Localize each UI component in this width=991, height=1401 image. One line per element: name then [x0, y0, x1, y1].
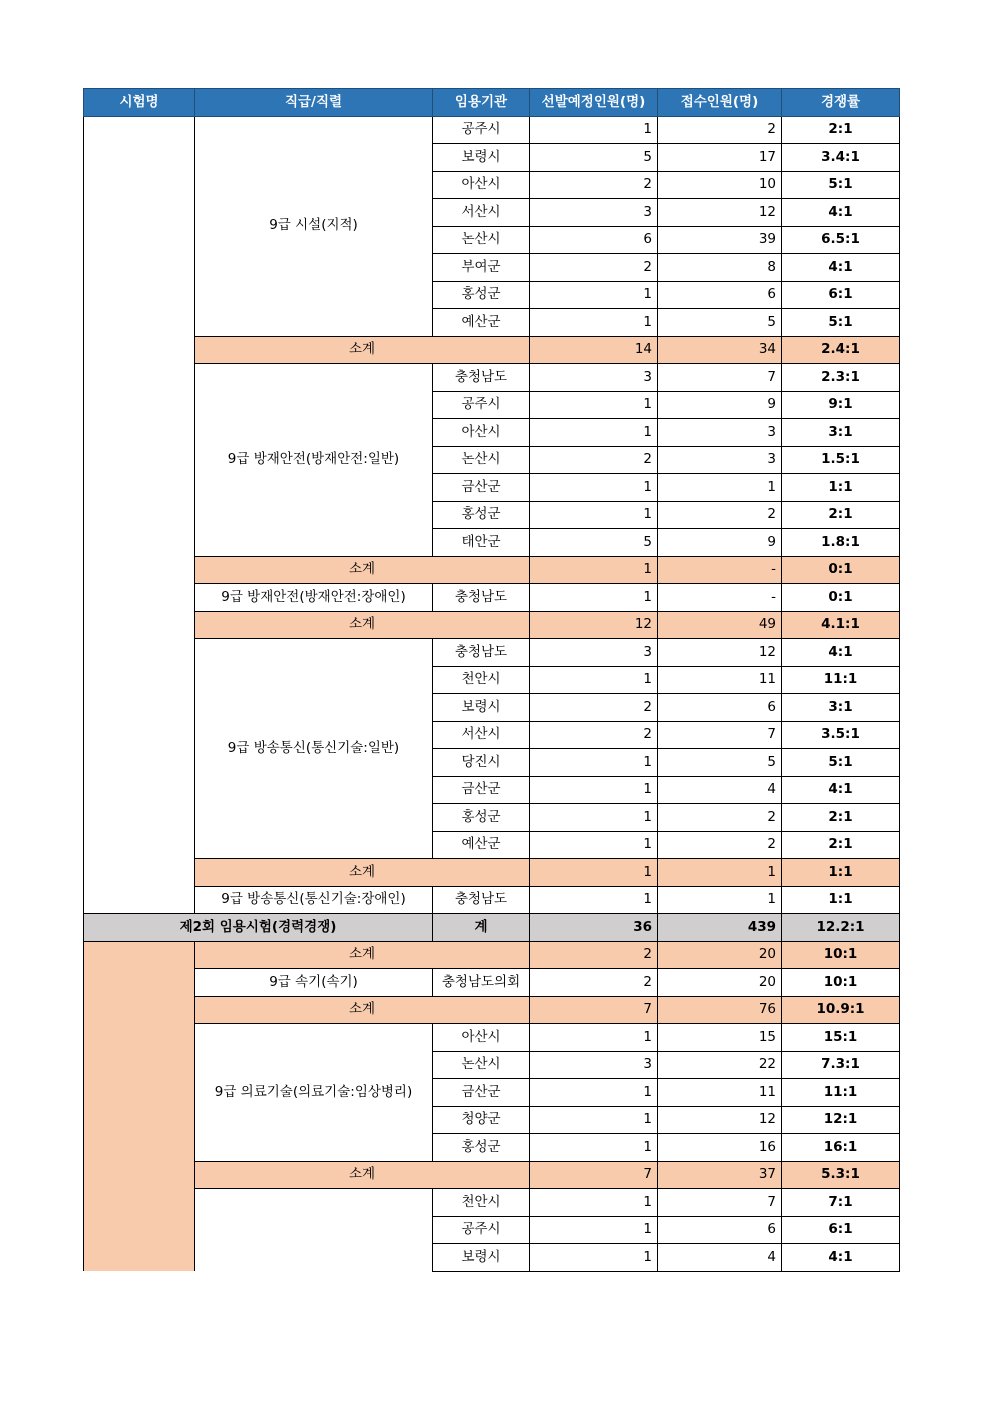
- grand-total-exam: 제2회 임용시험(경력경쟁): [84, 914, 433, 942]
- rate-cell: 5:1: [782, 171, 900, 199]
- exam-name-cell: [84, 941, 195, 1271]
- agency-cell: 부여군: [433, 254, 530, 282]
- agency-cell: 논산시: [433, 1051, 530, 1079]
- planned-cell: 1: [530, 831, 658, 859]
- agency-cell: 보령시: [433, 144, 530, 172]
- rank-cell: 9급 속기(속기): [195, 969, 433, 997]
- subtotal-row: [84, 859, 900, 887]
- applied-cell: 12: [658, 199, 782, 227]
- rank-cell: 9급 의료기술(의료기술:임상병리): [195, 1024, 433, 1162]
- rate-cell: 2:1: [782, 501, 900, 529]
- applied-cell: 1: [658, 859, 782, 887]
- subtotal-label: 소계: [195, 941, 530, 969]
- planned-cell: 14: [530, 336, 658, 364]
- applied-cell: 1: [658, 886, 782, 914]
- planned-cell: 2: [530, 254, 658, 282]
- grand-total-label: 계: [433, 914, 530, 942]
- applied-cell: 7: [658, 721, 782, 749]
- agency-cell: 천안시: [433, 666, 530, 694]
- planned-cell: 1: [530, 859, 658, 887]
- agency-cell: 충청남도: [433, 584, 530, 612]
- applied-cell: 12: [658, 639, 782, 667]
- agency-cell: 충청남도: [433, 639, 530, 667]
- subtotal-label: 소계: [195, 556, 530, 584]
- applied-cell: 6: [658, 1216, 782, 1244]
- subtotal-row: [84, 996, 900, 1024]
- planned-cell: 7: [530, 996, 658, 1024]
- applied-cell: 5: [658, 309, 782, 337]
- agency-cell: 금산군: [433, 776, 530, 804]
- planned-cell: 1: [530, 309, 658, 337]
- rate-cell: 15:1: [782, 1024, 900, 1052]
- subtotal-row: [84, 1161, 900, 1189]
- applied-cell: 15: [658, 1024, 782, 1052]
- rank-cell: 9급 시설(지적): [195, 116, 433, 336]
- rate-cell: 11:1: [782, 666, 900, 694]
- subtotal-label: 소계: [195, 996, 530, 1024]
- planned-cell: 2: [530, 941, 658, 969]
- applied-cell: 16: [658, 1134, 782, 1162]
- planned-cell: 1: [530, 1244, 658, 1272]
- recruitment-table: [83, 88, 900, 1272]
- table-row: [84, 584, 900, 612]
- rank-cell: 9급 방송통신(통신기술:일반): [195, 639, 433, 859]
- applied-cell: 4: [658, 776, 782, 804]
- rate-cell: 6.5:1: [782, 226, 900, 254]
- applied-cell: 8: [658, 254, 782, 282]
- rate-cell: 4:1: [782, 776, 900, 804]
- subtotal-label: 소계: [195, 336, 530, 364]
- planned-cell: 3: [530, 1051, 658, 1079]
- applied-cell: 2: [658, 831, 782, 859]
- planned-cell: 1: [530, 474, 658, 502]
- rate-cell: 3:1: [782, 419, 900, 447]
- rate-cell: 0:1: [782, 584, 900, 612]
- applied-cell: 76: [658, 996, 782, 1024]
- planned-cell: 3: [530, 199, 658, 227]
- planned-cell: 1: [530, 1024, 658, 1052]
- rate-cell: 12:1: [782, 1106, 900, 1134]
- subtotal-label: 소계: [195, 611, 530, 639]
- planned-cell: 1: [530, 749, 658, 777]
- agency-cell: 천안시: [433, 1189, 530, 1217]
- rank-cell: 9급 방송통신(통신기술:장애인): [195, 886, 433, 914]
- planned-cell: 1: [530, 419, 658, 447]
- planned-cell: 1: [530, 584, 658, 612]
- applied-cell: 10: [658, 171, 782, 199]
- applied-cell: 11: [658, 1079, 782, 1107]
- rank-cell: 9급 방재안전(방재안전:장애인): [195, 584, 433, 612]
- table-row: [84, 639, 900, 667]
- planned-cell: 12: [530, 611, 658, 639]
- rate-cell: 11:1: [782, 1079, 900, 1107]
- applied-cell: 7: [658, 364, 782, 392]
- planned-cell: 1: [530, 391, 658, 419]
- agency-cell: 금산군: [433, 474, 530, 502]
- planned-cell: 1: [530, 666, 658, 694]
- subtotal-label: 소계: [195, 859, 530, 887]
- agency-cell: 서산시: [433, 199, 530, 227]
- header-applied: 접수인원(명): [658, 89, 782, 117]
- applied-cell: 6: [658, 281, 782, 309]
- header-row: [84, 89, 900, 117]
- exam-name-cell: [84, 116, 195, 914]
- planned-cell: 2: [530, 694, 658, 722]
- rate-cell: 6:1: [782, 1216, 900, 1244]
- rate-cell: 5:1: [782, 309, 900, 337]
- subtotal-row: [84, 556, 900, 584]
- table-row: [84, 886, 900, 914]
- agency-cell: 공주시: [433, 1216, 530, 1244]
- applied-cell: 3: [658, 446, 782, 474]
- agency-cell: 금산군: [433, 1079, 530, 1107]
- planned-cell: 1: [530, 556, 658, 584]
- agency-cell: 공주시: [433, 116, 530, 144]
- applied-cell: 2: [658, 804, 782, 832]
- header-planned: 선발예정인원(명): [530, 89, 658, 117]
- planned-cell: 1: [530, 886, 658, 914]
- applied-cell: 37: [658, 1161, 782, 1189]
- agency-cell: 아산시: [433, 171, 530, 199]
- planned-cell: 2: [530, 969, 658, 997]
- planned-cell: 1: [530, 281, 658, 309]
- applied-cell: 439: [658, 914, 782, 942]
- rate-cell: 10.9:1: [782, 996, 900, 1024]
- rate-cell: 5:1: [782, 749, 900, 777]
- planned-cell: 7: [530, 1161, 658, 1189]
- applied-cell: 34: [658, 336, 782, 364]
- agency-cell: 논산시: [433, 226, 530, 254]
- applied-cell: 20: [658, 969, 782, 997]
- applied-cell: 9: [658, 391, 782, 419]
- applied-cell: 20: [658, 941, 782, 969]
- planned-cell: 3: [530, 639, 658, 667]
- agency-cell: 서산시: [433, 721, 530, 749]
- applied-cell: -: [658, 556, 782, 584]
- agency-cell: 태안군: [433, 529, 530, 557]
- rate-cell: 2.3:1: [782, 364, 900, 392]
- agency-cell: 당진시: [433, 749, 530, 777]
- applied-cell: 4: [658, 1244, 782, 1272]
- planned-cell: 6: [530, 226, 658, 254]
- header-exam: 시험명: [84, 89, 195, 117]
- rate-cell: 1.5:1: [782, 446, 900, 474]
- applied-cell: 39: [658, 226, 782, 254]
- planned-cell: 1: [530, 1106, 658, 1134]
- applied-cell: 12: [658, 1106, 782, 1134]
- applied-cell: 7: [658, 1189, 782, 1217]
- table-row: [84, 364, 900, 392]
- rank-cell: 9급 방재안전(방재안전:일반): [195, 364, 433, 557]
- table-row: [84, 116, 900, 144]
- agency-cell: 홍성군: [433, 804, 530, 832]
- rate-cell: 3:1: [782, 694, 900, 722]
- header-rate: 경쟁률: [782, 89, 900, 117]
- agency-cell: 충청남도: [433, 364, 530, 392]
- applied-cell: 5: [658, 749, 782, 777]
- rate-cell: 3.5:1: [782, 721, 900, 749]
- rate-cell: 4:1: [782, 1244, 900, 1272]
- subtotal-label: 소계: [195, 1161, 530, 1189]
- rate-cell: 10:1: [782, 941, 900, 969]
- rate-cell: 1:1: [782, 886, 900, 914]
- table-row: [84, 1024, 900, 1052]
- rate-cell: 4:1: [782, 639, 900, 667]
- header-agency: 임용기관: [433, 89, 530, 117]
- rate-cell: 5.3:1: [782, 1161, 900, 1189]
- rate-cell: 2.4:1: [782, 336, 900, 364]
- rate-cell: 1:1: [782, 474, 900, 502]
- rate-cell: 9:1: [782, 391, 900, 419]
- rate-cell: 4:1: [782, 199, 900, 227]
- rate-cell: 4:1: [782, 254, 900, 282]
- planned-cell: 1: [530, 501, 658, 529]
- subtotal-row: [84, 941, 900, 969]
- planned-cell: 1: [530, 1134, 658, 1162]
- agency-cell: 홍성군: [433, 1134, 530, 1162]
- rate-cell: 7:1: [782, 1189, 900, 1217]
- agency-cell: 홍성군: [433, 501, 530, 529]
- applied-cell: 49: [658, 611, 782, 639]
- subtotal-row: [84, 611, 900, 639]
- planned-cell: 1: [530, 1079, 658, 1107]
- rate-cell: 1.8:1: [782, 529, 900, 557]
- table-row: [84, 969, 900, 997]
- applied-cell: 9: [658, 529, 782, 557]
- applied-cell: 2: [658, 116, 782, 144]
- rate-cell: 3.4:1: [782, 144, 900, 172]
- agency-cell: 청양군: [433, 1106, 530, 1134]
- agency-cell: 충청남도의회: [433, 969, 530, 997]
- planned-cell: 1: [530, 116, 658, 144]
- rate-cell: 6:1: [782, 281, 900, 309]
- planned-cell: 2: [530, 171, 658, 199]
- agency-cell: 공주시: [433, 391, 530, 419]
- planned-cell: 1: [530, 776, 658, 804]
- agency-cell: 아산시: [433, 419, 530, 447]
- agency-cell: 예산군: [433, 309, 530, 337]
- planned-cell: 5: [530, 529, 658, 557]
- rate-cell: 4.1:1: [782, 611, 900, 639]
- rate-cell: 2:1: [782, 831, 900, 859]
- rate-cell: 0:1: [782, 556, 900, 584]
- applied-cell: 6: [658, 694, 782, 722]
- rate-cell: 10:1: [782, 969, 900, 997]
- grand-total-row: [84, 914, 900, 942]
- subtotal-row: [84, 336, 900, 364]
- planned-cell: 2: [530, 446, 658, 474]
- agency-cell: 예산군: [433, 831, 530, 859]
- applied-cell: 17: [658, 144, 782, 172]
- rate-cell: 2:1: [782, 116, 900, 144]
- rate-cell: 1:1: [782, 859, 900, 887]
- rate-cell: 16:1: [782, 1134, 900, 1162]
- table-row: [84, 1189, 900, 1217]
- planned-cell: 2: [530, 721, 658, 749]
- applied-cell: -: [658, 584, 782, 612]
- planned-cell: 5: [530, 144, 658, 172]
- header-rank: 직급/직렬: [195, 89, 433, 117]
- agency-cell: 보령시: [433, 694, 530, 722]
- applied-cell: 2: [658, 501, 782, 529]
- rate-cell: 2:1: [782, 804, 900, 832]
- agency-cell: 충청남도: [433, 886, 530, 914]
- applied-cell: 3: [658, 419, 782, 447]
- rate-cell: 7.3:1: [782, 1051, 900, 1079]
- rate-cell: 12.2:1: [782, 914, 900, 942]
- planned-cell: 1: [530, 1189, 658, 1217]
- planned-cell: 1: [530, 804, 658, 832]
- applied-cell: 22: [658, 1051, 782, 1079]
- planned-cell: 1: [530, 1216, 658, 1244]
- rank-cell: [195, 1189, 433, 1272]
- planned-cell: 36: [530, 914, 658, 942]
- agency-cell: 아산시: [433, 1024, 530, 1052]
- agency-cell: 보령시: [433, 1244, 530, 1272]
- agency-cell: 논산시: [433, 446, 530, 474]
- planned-cell: 3: [530, 364, 658, 392]
- applied-cell: 1: [658, 474, 782, 502]
- agency-cell: 홍성군: [433, 281, 530, 309]
- applied-cell: 11: [658, 666, 782, 694]
